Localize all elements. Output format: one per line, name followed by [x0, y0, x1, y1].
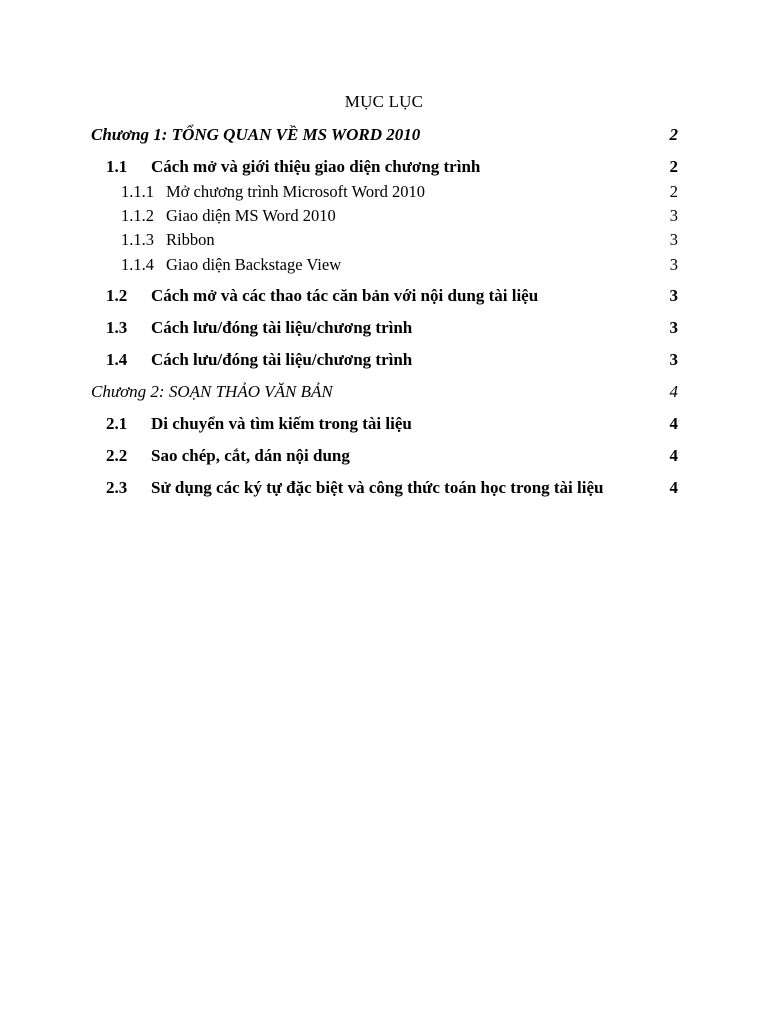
toc-page-number: 2	[669, 125, 678, 144]
toc-entry-text: Chương 1: TỔNG QUAN VỀ MS WORD 2010	[91, 125, 421, 144]
toc-page-number: 2	[669, 182, 678, 201]
toc-entry-text: Cách lưu/đóng tài liệu/chương trình	[151, 350, 413, 369]
toc-page-number: 4	[669, 478, 678, 497]
toc-entry-1-1-3[interactable]	[0, 228, 768, 252]
toc-entry-number: 2.1	[106, 414, 128, 433]
toc-entry-2-2[interactable]	[0, 444, 768, 468]
toc-entry-text: Sao chép, cắt, dán nội dung	[151, 446, 350, 465]
toc-page-number: 3	[669, 230, 678, 249]
toc-entry-1-1-4[interactable]	[0, 253, 768, 277]
toc-entry-number: 1.2	[106, 286, 128, 305]
toc-entry-number: 2.2	[106, 446, 128, 465]
toc-entry-number: 2.3	[106, 478, 128, 497]
toc-title: MỤC LỤC	[344, 92, 424, 111]
toc-entry-number: 1.1.1	[121, 182, 154, 201]
toc-entry-chapter-1[interactable]	[0, 123, 768, 147]
toc-page-number: 4	[669, 414, 678, 433]
toc-entry-text: Giao diện Backstage View	[166, 255, 342, 274]
toc-entry-number: 1.1	[106, 157, 128, 176]
toc-page-number: 4	[669, 446, 678, 465]
toc-entry-text: Cách mở và các thao tác căn bản với nội dung tài liệu	[151, 286, 539, 305]
toc-entry-1-2[interactable]	[0, 284, 768, 308]
toc-entry-1-1-2[interactable]	[0, 204, 768, 228]
toc-entry-text: Di chuyển và tìm kiếm trong tài liệu	[151, 414, 412, 433]
toc-entry-number: 1.4	[106, 350, 128, 369]
toc-entry-text: Ribbon	[166, 230, 215, 249]
toc-page-number: 3	[669, 206, 678, 225]
toc-entry-text: Giao diện MS Word 2010	[166, 206, 336, 225]
toc-entry-text: Chương 2: SOẠN THẢO VĂN BẢN	[91, 382, 333, 401]
toc-entry-chapter-2[interactable]	[0, 380, 768, 404]
toc-entry-2-3[interactable]	[0, 476, 768, 500]
toc-entry-number: 1.1.3	[121, 230, 154, 249]
toc-entry-text: Sử dụng các ký tự đặc biệt và công thức toán học trong tài liệu	[151, 478, 604, 497]
toc-entry-number: 1.1.2	[121, 206, 154, 225]
toc-entry-number: 1.3	[106, 318, 128, 337]
toc-entry-1-1-1[interactable]	[0, 180, 768, 204]
toc-page-number: 3	[669, 255, 678, 274]
toc-page-number: 3	[669, 350, 678, 369]
toc-page-number: 3	[669, 286, 678, 305]
toc-page-number: 3	[669, 318, 678, 337]
toc-entry-text: Cách lưu/đóng tài liệu/chương trình	[151, 318, 413, 337]
toc-entry-text: Cách mở và giới thiệu giao diện chương trình	[151, 157, 481, 176]
toc-entry-1-4[interactable]	[0, 348, 768, 372]
toc-entry-1-1[interactable]	[0, 155, 768, 179]
toc-entry-2-1[interactable]	[0, 412, 768, 436]
toc-page-number: 2	[669, 157, 678, 176]
toc-entry-number: 1.1.4	[121, 255, 154, 274]
toc-entry-text: Mở chương trình Microsoft Word 2010	[166, 182, 425, 201]
toc-page-number: 4	[669, 382, 678, 401]
toc-entry-1-3[interactable]	[0, 316, 768, 340]
